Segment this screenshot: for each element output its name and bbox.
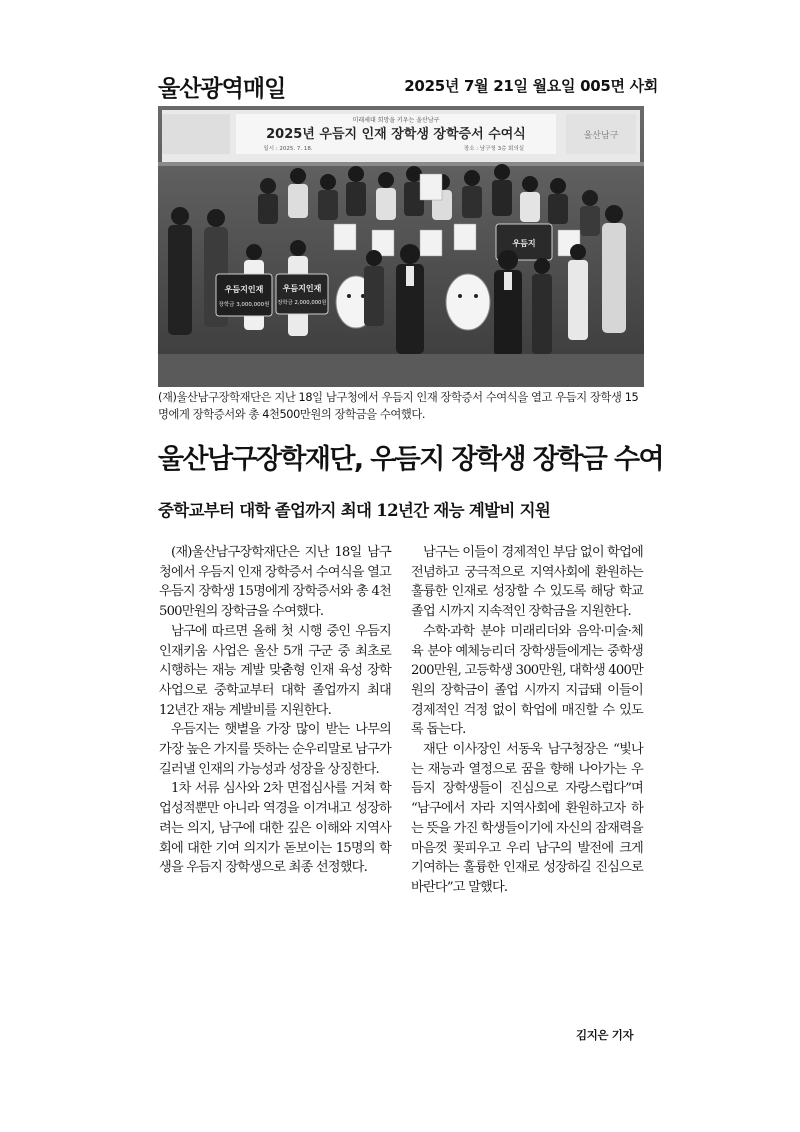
- board-left-amount: 장학금 3,000,000원: [218, 302, 270, 308]
- masthead: [158, 70, 658, 104]
- article-subheadline: 중학교부터 대학 졸업까지 최대 12년간 재능 계발비 지원: [158, 501, 551, 520]
- article-photo: [158, 106, 644, 387]
- scholarship-board-middle: [276, 274, 328, 314]
- banner-date-info: 일시 : 2025. 7. 18.: [263, 146, 313, 152]
- reporter-byline: 김지은 기자: [576, 1028, 634, 1042]
- banner-place-info: 장소 : 남구청 3층 회의실: [463, 146, 525, 152]
- ceremony-photo: [158, 106, 644, 387]
- article-column-left: [159, 543, 391, 878]
- article-column-right: [411, 543, 643, 898]
- article-paragraph: 재단 이사장인 서동욱 남구청장은 “빛나는 재능과 열정으로 꿈을 향해 나아가는 우듬지 장학생들이 진심으로 자랑스럽다”며 “남구에서 자라 지역사회에 환원하고자 하는 뜻을 가진 학생들이기에 자신의 잠재력을 마음껏 꽃피우고 우리 남구의 발전에 크게 기여하는 훌륭한 인재로 성장하길 진심으로 바란다”고 말했다.: [411, 742, 643, 895]
- article-paragraph: (재)울산남구장학재단은 지난 18일 남구청에서 우듬지 인재 장학증서 수여식을 열고 우듬지 장학생 15명에게 장학증서와 총 4천500만원의 장학금을 수여했다.: [159, 545, 391, 620]
- article-paragraph: 1차 서류 심사와 2차 면접심사를 거쳐 학업성적뿐만 아니라 역경을 이겨내고 성장하려는 의지, 남구에 대한 깊은 이해와 지역사회에 대한 기여 의지가 돋보이는 15명의 학생을 우듬지 장학생으로 최종 선정했다.: [159, 781, 391, 876]
- article-paragraph: 수학·과학 분야 미래리더와 음악·미술·체육 분야 예체능리더 장학생들에게는 중학생 200만원, 고등학생 300만원, 대학생 400만원의 장학금이 졸업 시까지 지급돼 이들이 경제적인 걱정 없이 학업에 매진할 수 있도록 돕는다.: [411, 623, 643, 738]
- article-paragraph: 남구는 이들이 경제적인 부담 없이 학업에 전념하고 궁극적으로 지역사회에 환원하는 훌륭한 인재로 성장할 수 있도록 해당 학교 졸업 시까지 지속적인 장학금을 지원한다.: [411, 545, 643, 620]
- board-right-title: 우듬지: [512, 239, 536, 248]
- banner-left-panel: [162, 114, 230, 154]
- article-paragraph: 남구에 따르면 올해 첫 시행 중인 우듬지 인재키움 사업은 울산 5개 구군 중 최초로 시행하는 재능 계발 맞춤형 인재 육성 장학사업으로 중학교부터 대학 졸업까지 최대 12년간 재능 계발비를 지원한다.: [159, 623, 391, 718]
- board-middle-title: 우듬지인재: [282, 284, 322, 293]
- floor: [158, 354, 644, 387]
- banner-title: 2025년 우듬지 인재 장학생 장학증서 수여식: [266, 127, 526, 142]
- mascot-right: [446, 274, 490, 330]
- dateline: 2025년 7월 21일 월요일 005면 사회: [404, 77, 658, 95]
- logo-text: 울산남구: [583, 131, 619, 141]
- newspaper-name: 울산광역매일: [158, 76, 286, 102]
- article-paragraph: 우듬지는 햇볕을 가장 많이 받는 나무의 가장 높은 가지를 뜻하는 순우리말로 남구가 길러낼 인재의 가능성과 성장을 상징한다.: [159, 722, 391, 777]
- board-left-title: 우듬지인재: [224, 285, 264, 294]
- scholarship-board-left: [216, 274, 272, 316]
- wall-trim: [158, 162, 644, 166]
- article-headline: 울산남구장학재단, 우듬지 장학생 장학금 수여: [158, 444, 664, 475]
- photo-caption: (재)울산남구장학재단은 지난 18일 남구청에서 우듬지 인재 장학증서 수여식을 열고 우듬지 장학생 15명에게 장학증서와 총 4천500만원의 장학금을 수여했다.: [158, 391, 639, 421]
- board-middle-amount: 장학금 2,000,000원: [277, 300, 327, 306]
- banner-small-text: 미래세대 희망을 키우는 울산남구: [352, 117, 440, 124]
